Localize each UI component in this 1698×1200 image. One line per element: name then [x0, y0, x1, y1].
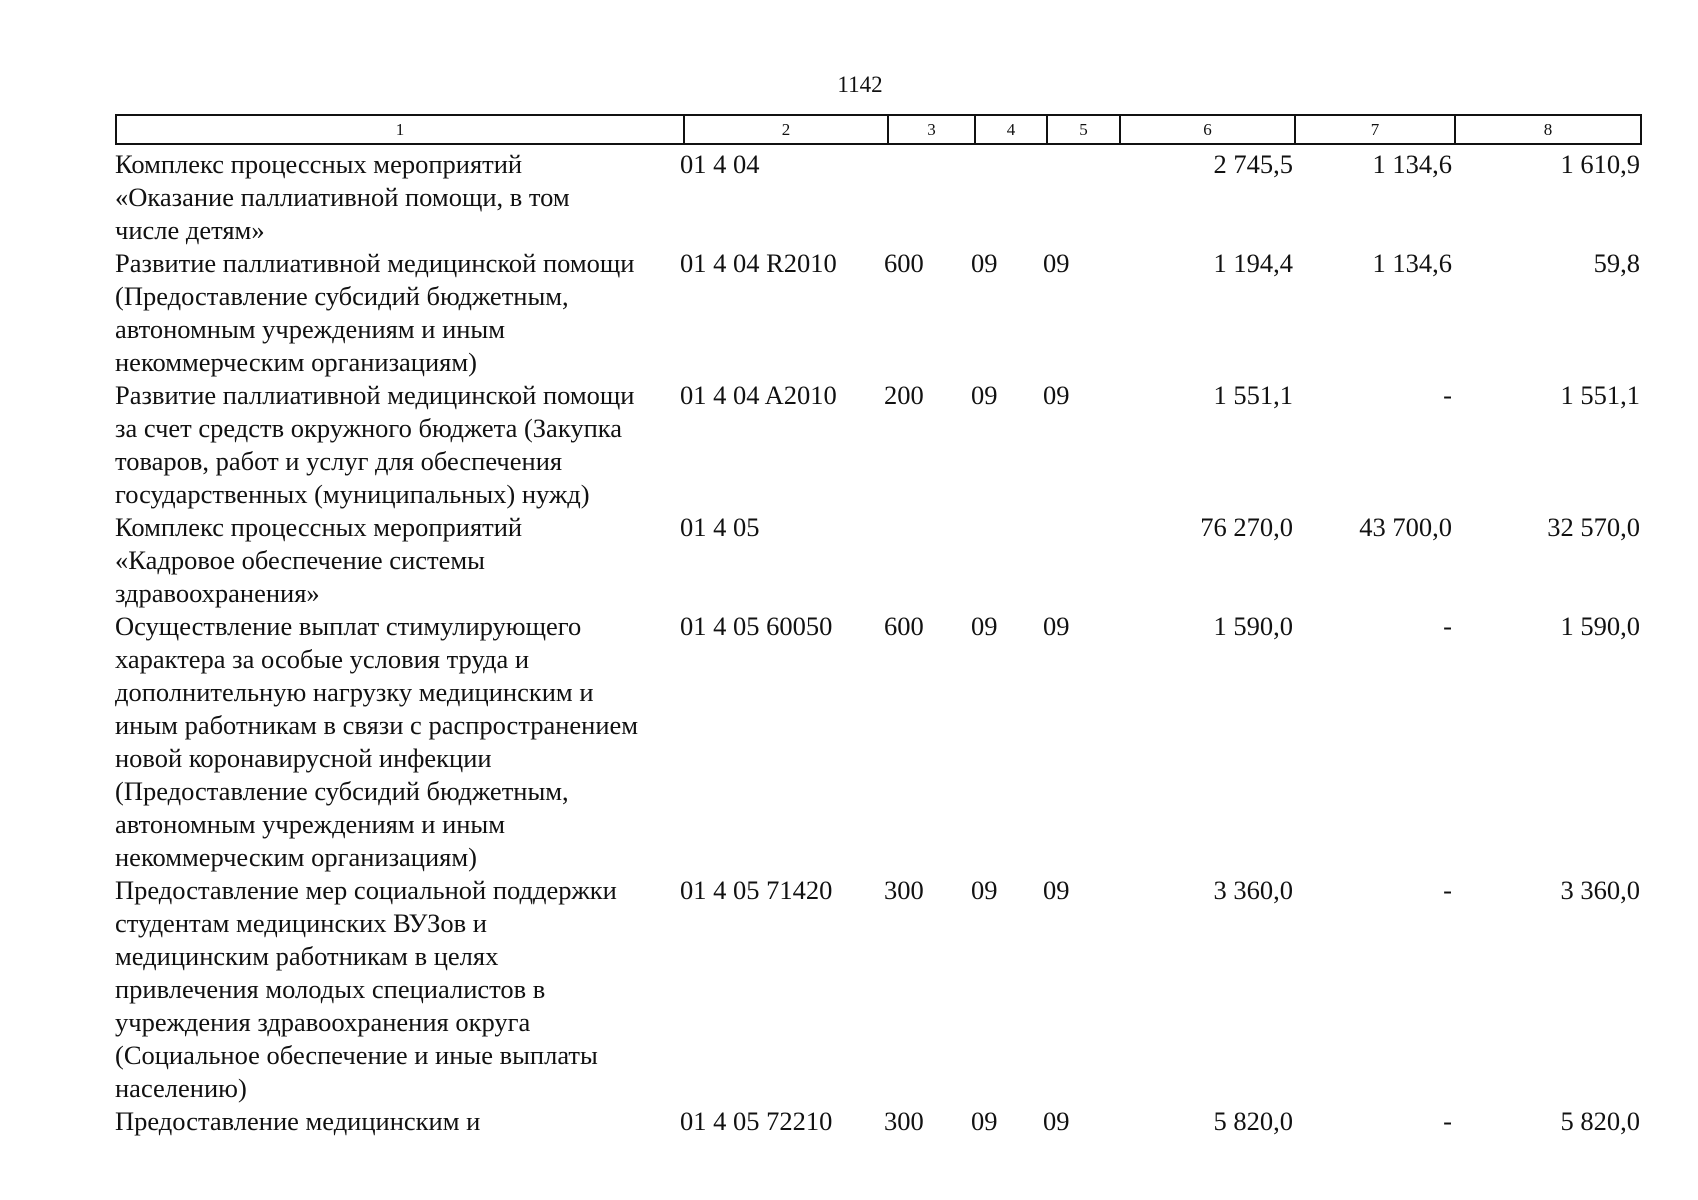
row-name	[115, 379, 695, 511]
row-section: 09	[971, 1106, 998, 1136]
column-number-header	[115, 114, 1642, 145]
row-regional: 5 820,0	[1560, 1106, 1640, 1136]
row-code: 01 4 05 72210	[680, 1106, 833, 1136]
column-header-2: 2	[684, 115, 888, 144]
row-name	[115, 247, 695, 379]
row-name-line: населению)	[115, 1073, 247, 1103]
row-federal: 43 700,0	[1359, 512, 1452, 542]
row-regional: 1 610,9	[1560, 149, 1640, 179]
row-name-line: Развитие паллиативной медицинской помощи	[115, 248, 635, 278]
row-name-line: государственных (муниципальных) нужд)	[115, 479, 590, 509]
row-name	[115, 874, 695, 1105]
row-subsection: 09	[1043, 380, 1070, 410]
row-expense-type: 200	[884, 380, 924, 410]
row-regional: 1 590,0	[1560, 611, 1640, 641]
row-subsection: 09	[1043, 875, 1070, 905]
row-subsection: 09	[1043, 611, 1070, 641]
row-code: 01 4 04 R2010	[680, 248, 837, 278]
row-name	[115, 610, 695, 874]
page-number: 1142	[837, 72, 883, 97]
row-total: 1 590,0	[1213, 611, 1293, 641]
row-expense-type: 300	[884, 1106, 924, 1136]
row-name-line: товаров, работ и услуг для обеспечения	[115, 446, 563, 476]
row-name-line: привлечения молодых специалистов в	[115, 974, 546, 1004]
row-name-line: Предоставление мер социальной поддержки	[115, 875, 617, 905]
row-federal: -	[1443, 611, 1452, 641]
column-header-5: 5	[1047, 115, 1120, 144]
row-section: 09	[971, 875, 998, 905]
row-name	[115, 148, 695, 247]
row-code: 01 4 05 71420	[680, 875, 833, 905]
row-expense-type: 600	[884, 248, 924, 278]
column-header-3: 3	[888, 115, 975, 144]
table-row	[115, 247, 1640, 379]
column-header-6: 6	[1120, 115, 1295, 144]
row-name-line: Осуществление выплат стимулирующего	[115, 611, 582, 641]
row-section: 09	[971, 380, 998, 410]
row-federal: -	[1443, 1106, 1452, 1136]
row-name-line: новой коронавирусной инфекции	[115, 743, 492, 773]
row-name-line: Комплекс процессных мероприятий	[115, 149, 523, 179]
row-name-line: некоммерческим организациям)	[115, 347, 477, 377]
row-total: 1 551,1	[1213, 380, 1293, 410]
row-name-line: некоммерческим организациям)	[115, 842, 477, 872]
row-name-line: (Предоставление субсидий бюджетным,	[115, 776, 569, 806]
table-row	[115, 148, 1640, 247]
row-subsection: 09	[1043, 1106, 1070, 1136]
row-name	[115, 1105, 695, 1138]
column-header-7: 7	[1295, 115, 1455, 144]
row-regional: 3 360,0	[1560, 875, 1640, 905]
row-name-line: учреждения здравоохранения округа	[115, 1007, 531, 1037]
row-regional: 59,8	[1593, 248, 1640, 278]
row-name-line: Комплекс процессных мероприятий	[115, 512, 523, 542]
column-header-4: 4	[975, 115, 1047, 144]
row-name-line: характера за особые условия труда и	[115, 644, 530, 674]
row-regional: 32 570,0	[1547, 512, 1640, 542]
row-subsection: 09	[1043, 248, 1070, 278]
row-name-line: дополнительную нагрузку медицинским и	[115, 677, 594, 707]
row-code: 01 4 04 A2010	[680, 380, 837, 410]
row-federal: -	[1443, 875, 1452, 905]
column-header-1: 1	[116, 115, 684, 144]
table-row	[115, 874, 1640, 1105]
row-name-line: здравоохранения»	[115, 578, 320, 608]
row-total: 1 194,4	[1213, 248, 1293, 278]
row-name-line: автономным учреждениям и иным	[115, 809, 506, 839]
column-header-8: 8	[1455, 115, 1641, 144]
row-expense-type: 600	[884, 611, 924, 641]
row-name-line: Развитие паллиативной медицинской помощи	[115, 380, 635, 410]
row-regional: 1 551,1	[1560, 380, 1640, 410]
row-section: 09	[971, 248, 998, 278]
row-total: 3 360,0	[1213, 875, 1293, 905]
table-row	[115, 1105, 1640, 1138]
table-row	[115, 610, 1640, 874]
row-name-line: числе детям»	[115, 215, 265, 245]
row-code: 01 4 05 60050	[680, 611, 833, 641]
row-name	[115, 511, 695, 610]
row-total: 2 745,5	[1213, 149, 1293, 179]
row-name-line: (Предоставление субсидий бюджетным,	[115, 281, 569, 311]
row-code: 01 4 05	[680, 512, 760, 542]
row-federal: 1 134,6	[1372, 149, 1452, 179]
row-code: 01 4 04	[680, 149, 760, 179]
row-name-line: медицинским работникам в целях	[115, 941, 499, 971]
row-name-line: за счет средств окружного бюджета (Закупка	[115, 413, 622, 443]
row-expense-type: 300	[884, 875, 924, 905]
row-name-line: «Оказание паллиативной помощи, в том	[115, 182, 570, 212]
row-name-line: Предоставление медицинским и	[115, 1106, 481, 1136]
row-name-line: автономным учреждениям и иным	[115, 314, 506, 344]
row-name-line: иным работникам в связи с распространением	[115, 710, 639, 740]
row-total: 5 820,0	[1213, 1106, 1293, 1136]
row-name-line: (Социальное обеспечение и иные выплаты	[115, 1040, 598, 1070]
row-federal: 1 134,6	[1372, 248, 1452, 278]
row-federal: -	[1443, 380, 1452, 410]
budget-table-body	[115, 148, 1640, 1138]
table-row	[115, 379, 1640, 511]
row-name-line: студентам медицинских ВУЗов и	[115, 908, 487, 938]
row-section: 09	[971, 611, 998, 641]
table-row	[115, 511, 1640, 610]
row-name-line: «Кадровое обеспечение системы	[115, 545, 485, 575]
row-total: 76 270,0	[1200, 512, 1293, 542]
